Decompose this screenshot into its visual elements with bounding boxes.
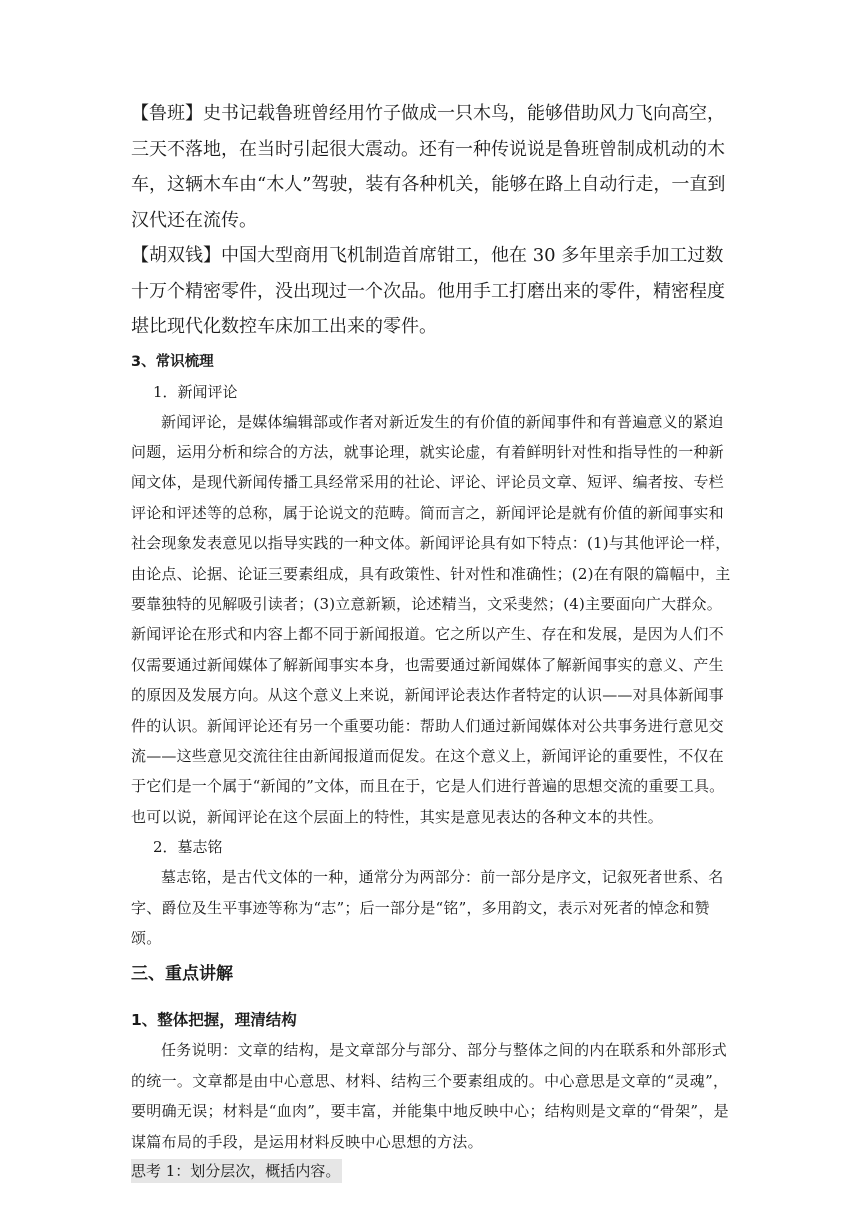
paragraph-hu-shuangqian: 【胡双钱】中国大型商用飞机制造首席钳工，他在 30 多年里亲手加工过数十万个精密零件，没出现过一个次品。他用手工打磨出来的零件，精密程度堪比现代化数控车床加工出来的零件。 (131, 245, 725, 337)
paragraph-task-description: 任务说明：文章的结构，是文章部分与部分、部分与整体之间的内在联系和外部形式的统一。文章都是由中心意思、材料、结构三个要素组成的。中心意思是文章的“灵魂”，要明确无误；材料是“血肉”，要丰富，并能集中地反映中心；结构则是文章的“骨架”，是谋篇布局的手段，是运用材料反映中心思想的方法。 (131, 1041, 729, 1151)
paragraph-luban: 【鲁班】史书记载鲁班曾经用竹子做成一只木鸟，能够借助风力飞向高空，三天不落地，在当时引起很大震动。还有一种传说说是鲁班曾制成机动的木车，这辆木车由“木人”驾驶，装有各种机关，能够在路上自动行走，一直到汉代还在流传。 (131, 103, 726, 231)
subheading-epitaph: 2．墓志铭 (153, 838, 223, 857)
heading-key-explanation: 三、重点讲解 (131, 964, 233, 985)
heading-overall-structure: 1、整体把握，理清结构 (131, 1011, 297, 1030)
document-page (131, 96, 731, 1183)
paragraph-epitaph: 墓志铭，是古代文体的一种，通常分为两部分：前一部分是序文，记叙死者世系、名字、爵位及生平事迹等称为“志”；后一部分是“铭”，多用韵文，表示对死者的悼念和赞颂。 (131, 868, 724, 947)
heading-common-knowledge: 3、常识梳理 (131, 353, 214, 370)
think-question-1: 思考 1：划分层次，概括内容。 (131, 1159, 342, 1183)
subheading-news-commentary: 1．新闻评论 (153, 382, 238, 401)
paragraph-news-commentary: 新闻评论，是媒体编辑部或作者对新近发生的有价值的新闻事件和有普遍意义的紧迫问题，运用分析和综合的方法，就事论理，就实论虚，有着鲜明针对性和指导性的一种新闻文体，是现代新闻传播工具经常采用的社论、评论、评论员文章、短评、编者按、专栏评论和评述等的总称，属于论说文的范畴。简而言之，新闻评论是就有价值的新闻事实和社会现象发表意见以指导实践的一种文体。新闻评论具有如下特点：(1)与其他评论一样，由论点、论据、论证三要素组成，具有政策性、针对性和准确性；(2)在有限的篇幅中，主要靠独特的见解吸引读者；(3)立意新颖，论述精当，文采斐然；(4)主要面向广大群众。新闻评论在形式和内容上都不同于新闻报道。它之所以产生、存在和发展，是因为人们不仅需要通过新闻媒体了解新闻事实本身，也需要通过新闻媒体了解新闻事实的意义、产生的原因及发展方向。从这个意义上来说，新闻评论表达作者特定的认识——对具体新闻事件的认识。新闻评论还有另一个重要功能：帮助人们通过新闻媒体对公共事务进行意见交流——这些意见交流往往由新闻报道而促发。在这个意义上，新闻评论的重要性，不仅在于它们是一个属于“新闻的”文体，而且在于，它是人们进行普遍的思想交流的重要工具。也可以说，新闻评论在这个层面上的特性，其实是意见表达的各种文本的共性。 (131, 412, 731, 826)
